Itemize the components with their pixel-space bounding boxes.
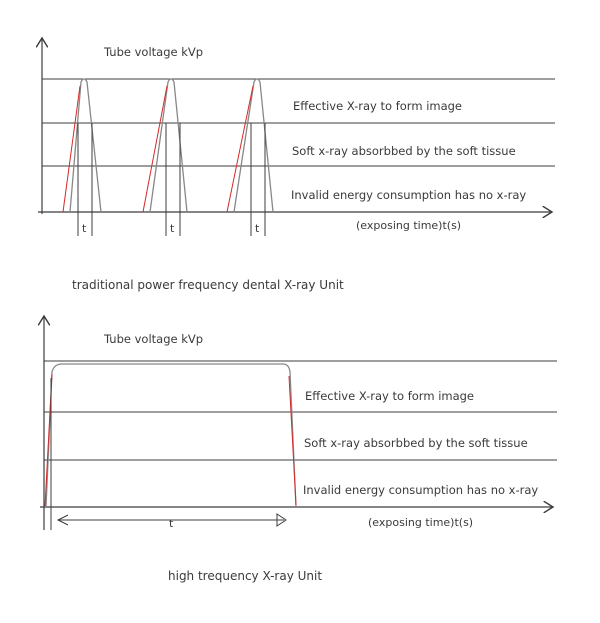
bottom-caption: high trequency X-ray Unit: [168, 569, 323, 583]
top-pulse-label-3: t: [255, 222, 260, 235]
top-effective-label: Effective X-ray to form image: [293, 99, 463, 113]
top-x-axis-label: (exposing time)t(s): [356, 219, 462, 232]
bottom-invalid-label: Invalid energy consumption has no x-ray: [303, 483, 539, 497]
bottom-diagram: [40, 316, 557, 583]
bottom-waveform: [46, 364, 296, 507]
bottom-effective-label: Effective X-ray to form image: [305, 389, 475, 403]
bottom-fall-edge: [289, 376, 296, 505]
top-caption: traditional power frequency dental X-ray Unit: [72, 278, 344, 292]
top-pulse-label-1: t: [82, 222, 87, 235]
top-diagram: [38, 38, 555, 292]
top-y-axis-label: Tube voltage kVp: [104, 45, 204, 59]
top-invalid-label: Invalid energy consumption has no x-ray: [291, 188, 527, 202]
bottom-duration-label: t: [169, 517, 174, 530]
top-soft-label: Soft x-ray absorbbed by the soft tissue: [292, 144, 516, 158]
bottom-y-axis-label: Tube voltage kVp: [104, 332, 204, 346]
top-pulse-label-2: t: [170, 222, 175, 235]
bottom-x-axis-label: (exposing time)t(s): [368, 516, 474, 529]
bottom-soft-label: Soft x-ray absorbbed by the soft tissue: [304, 436, 528, 450]
